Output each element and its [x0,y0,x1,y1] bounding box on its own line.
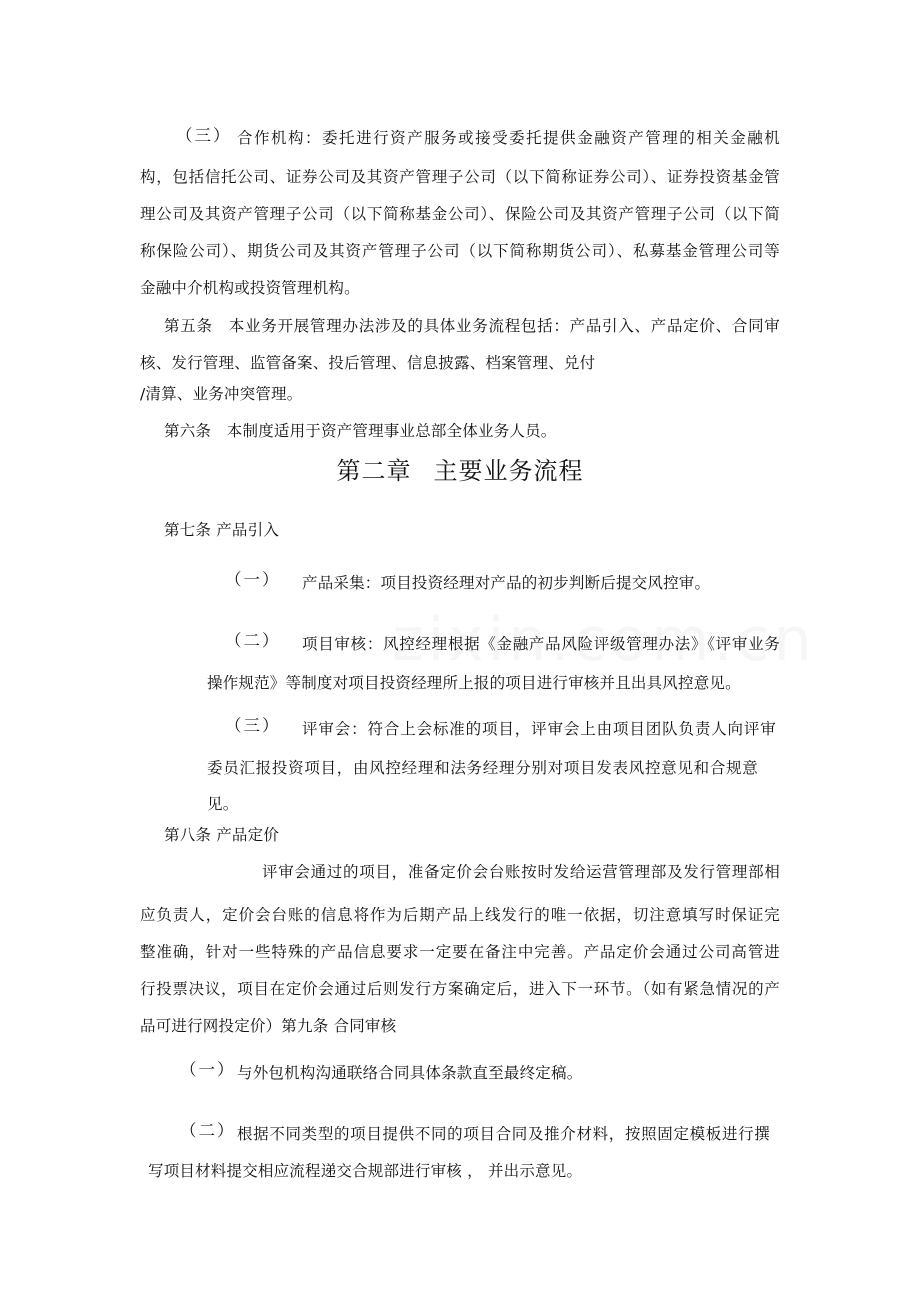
chapter-heading [0,456,920,486]
article-7-item-2-text: 项目审核：风控经理根据《金融产品风险评级管理办法》《评审业务 [302,635,780,653]
article-7-item-3-text: 评审会：符合上会标准的项目，评审会上由项目团队负责人向评审 [302,720,776,738]
article-7-item-2-text: 操作规范》等制度对项目投资经理所上报的项目进行审核并且出具风控意见。 [207,674,741,692]
article-6: 第六条 本制度适用于资产管理事业总部全体业务人员。 [164,422,557,440]
article-8-line: 评审会通过的项目，准备定价会台账按时发给运营管理部及发行管理部相 [262,863,780,881]
chapter-number: 第二章 [336,457,412,485]
article-8-line: 品可进行网投定价）第九条 合同审核 [140,1017,397,1035]
article-8-line: 应负责人，定价会台账的信息将作为后期产品上线发行的唯一依据，切注意填写时保证完 [140,906,780,924]
article-7-item-1-label: （一） [225,570,281,589]
article-8-title: 第八条 产品定价 [164,826,280,844]
article-9-item-2-text: 写项目材料提交相应流程递交合规部进行审核 ， 并出示意见。 [148,1162,583,1180]
article-9-item-2-label: （二） [180,1121,236,1140]
article-9-item-1-label: （一） [180,1060,236,1079]
article-7-title: 第七条 产品引入 [164,521,280,539]
article-8-line: 整准确，针对一些特殊的产品信息要求一定要在备注中完善。产品定价会通过公司高管进 [140,943,780,961]
article-5-line: 核、发行管理、监管备案、投后管理、信息披露、档案管理、兑付 [140,354,596,372]
section-3-label: （三） [176,126,232,145]
article-7-item-3-text: 委员汇报投资项目，由风控经理和法务经理分别对项目发表风控意见和合规意 [207,759,758,777]
article-5-line: 第五条 本业务开展管理办法涉及的具体业务流程包括：产品引入、产品定价、合同审 [164,317,780,335]
article-5-line: /清算、业务冲突管理。 [140,385,303,403]
article-7-item-3-text: 见。 [207,795,239,813]
paragraph-line: 称保险公司）、期货公司及其资产管理子公司（以下简称期货公司）、私募基金管理公司等 [140,242,780,260]
article-9-item-1-text: 与外包机构沟通联络合同具体条款直至最终定稿。 [237,1064,583,1082]
chapter-title: 主要业务流程 [433,457,584,485]
paragraph-line: 金融中介机构或投资管理机构。 [140,279,360,297]
article-7-item-2-label: （二） [225,631,281,650]
paragraph-line: 理公司及其资产管理子公司（以下简称基金公司）、保险公司及其资产管理子公司（以下简 [140,205,780,223]
paragraph-line: 合作机构：委托进行资产服务或接受委托提供金融资产管理的相关金融机 [237,129,780,147]
article-7-item-3-label: （三） [225,716,281,735]
article-9-item-2-text: 根据不同类型的项目提供不同的项目合同及推介材料，按照固定模板进行撰 [237,1125,770,1143]
article-8-line: 行投票决议，项目在定价会通过后则发行方案确定后，进入下一环节。（如有紧急情况的产 [140,980,780,998]
article-7-item-1-text: 产品采集：项目投资经理对产品的初步判断后提交风控审。 [302,574,711,592]
paragraph-line: 构，包括信托公司、证券公司及其资产管理子公司（以下简称证券公司）、证券投资基金管 [140,168,780,186]
